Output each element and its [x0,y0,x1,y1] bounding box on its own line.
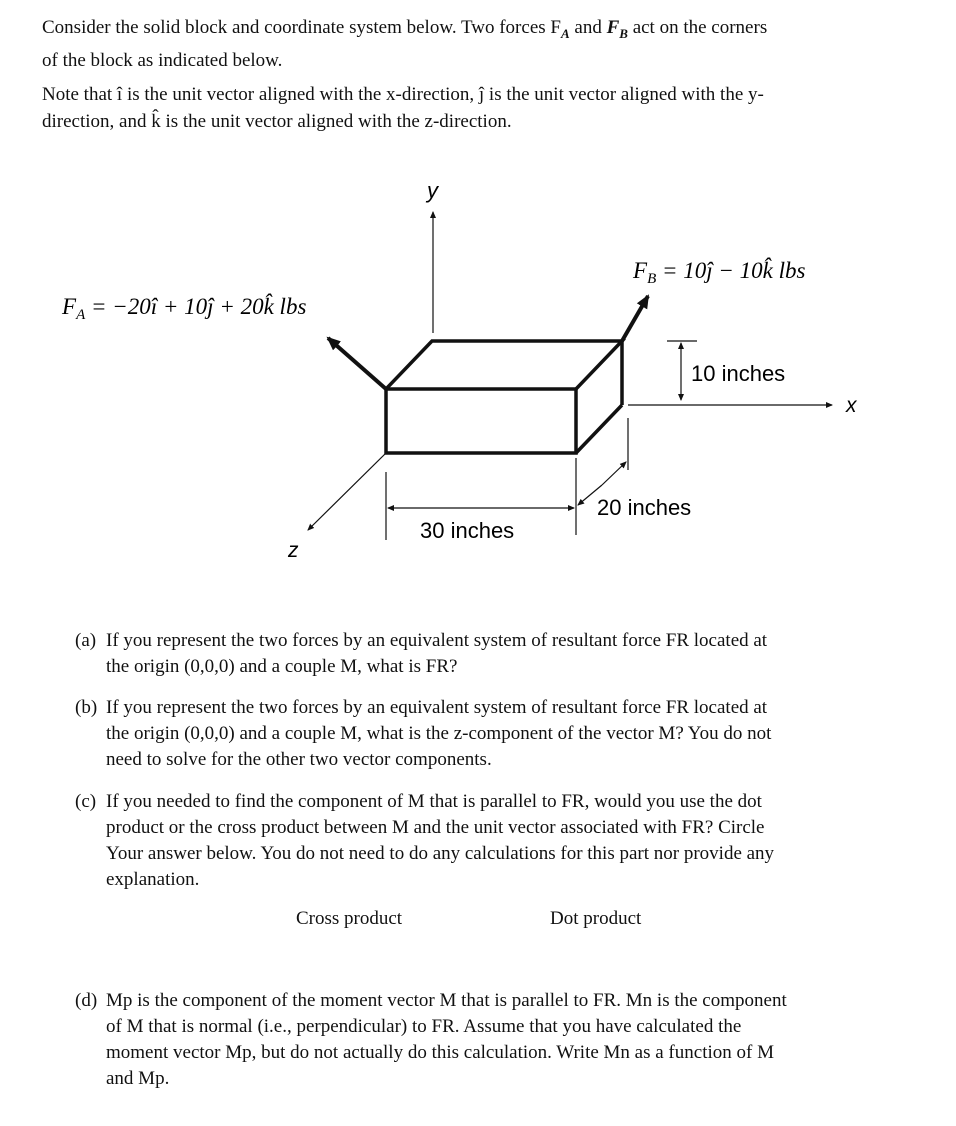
force-b-arrow [622,296,648,341]
solid-block [386,341,622,453]
question-b-body [106,695,771,773]
question-b-label: (b) [75,697,98,718]
question-d [75,988,935,1098]
force-a-label: $F_A$ = −20î + 10ĵ + 20k̂ lbs [62,294,307,323]
question-d-line: and Mp. [106,1068,170,1089]
dim-width-label: 30 inches [420,518,515,543]
question-a [75,628,915,688]
dim-height-label: 10 inches [691,361,786,386]
force-b-label: $F_B$ = 10ĵ − 10k̂ lbs [633,258,806,287]
question-b-line: need to solve for the other two vector components. [106,749,492,770]
question-a-line: the origin (0,0,0) and a couple M, what is FR? [106,656,458,677]
question-d-label: (d) [75,990,98,1011]
option-dot-product[interactable]: Dot product [550,908,642,929]
question-b-line: the origin (0,0,0) and a couple M, what is the z-component of the vector M? You do not [106,723,772,744]
x-axis-label: x [846,394,857,417]
note-line-2: direction, and k̂ is the unit vector aligned with the z-direction. [42,111,512,132]
intro-line-1: Consider the solid block and coordinate system below. Two forces $F_A$ and $F_B$ act on the corners [42,17,768,41]
question-a-body [106,628,767,680]
question-c-line: explanation. [106,869,200,890]
z-axis [308,453,386,530]
intro-line-2: of the block as indicated below. [42,49,283,71]
question-c-line: product or the cross product between M and the unit vector associated with FR? Circle [106,817,765,838]
question-c-line: If you needed to find the component of M that is parallel to FR, would you use the dot [106,791,762,812]
question-d-line: moment vector Mp, but do not actually do this calculation. Write Mn as a function of M [106,1042,774,1063]
question-a-line: If you represent the two forces by an equivalent system of resultant force FR located at [106,630,768,651]
z-axis-label: z [288,539,299,562]
question-d-line: Mp is the component of the moment vector M that is parallel to FR. Mn is the component [106,990,787,1011]
question-d-body [106,988,787,1092]
dim-depth-label: 20 inches [597,495,692,520]
note-line-1: Note that î is the unit vector aligned with the x-direction, ĵ is the unit vector aligned with the y- [42,84,764,105]
question-b-line: If you represent the two forces by an equivalent system of resultant force FR located at [106,697,768,718]
force-a-arrow [328,338,386,389]
question-d-line: of M that is normal (i.e., perpendicular) to FR. Assume that you have calculated the [106,1016,742,1037]
question-c-label: (c) [75,791,97,812]
question-c-body [106,789,774,893]
question-c-line: Your answer below. You do not need to do any calculations for this part nor provide any [106,843,775,864]
y-axis-label: y [427,178,438,203]
option-cross-product[interactable]: Cross product [296,908,403,929]
question-a-label: (a) [75,630,97,651]
question-b [75,695,915,780]
question-c [75,789,935,899]
